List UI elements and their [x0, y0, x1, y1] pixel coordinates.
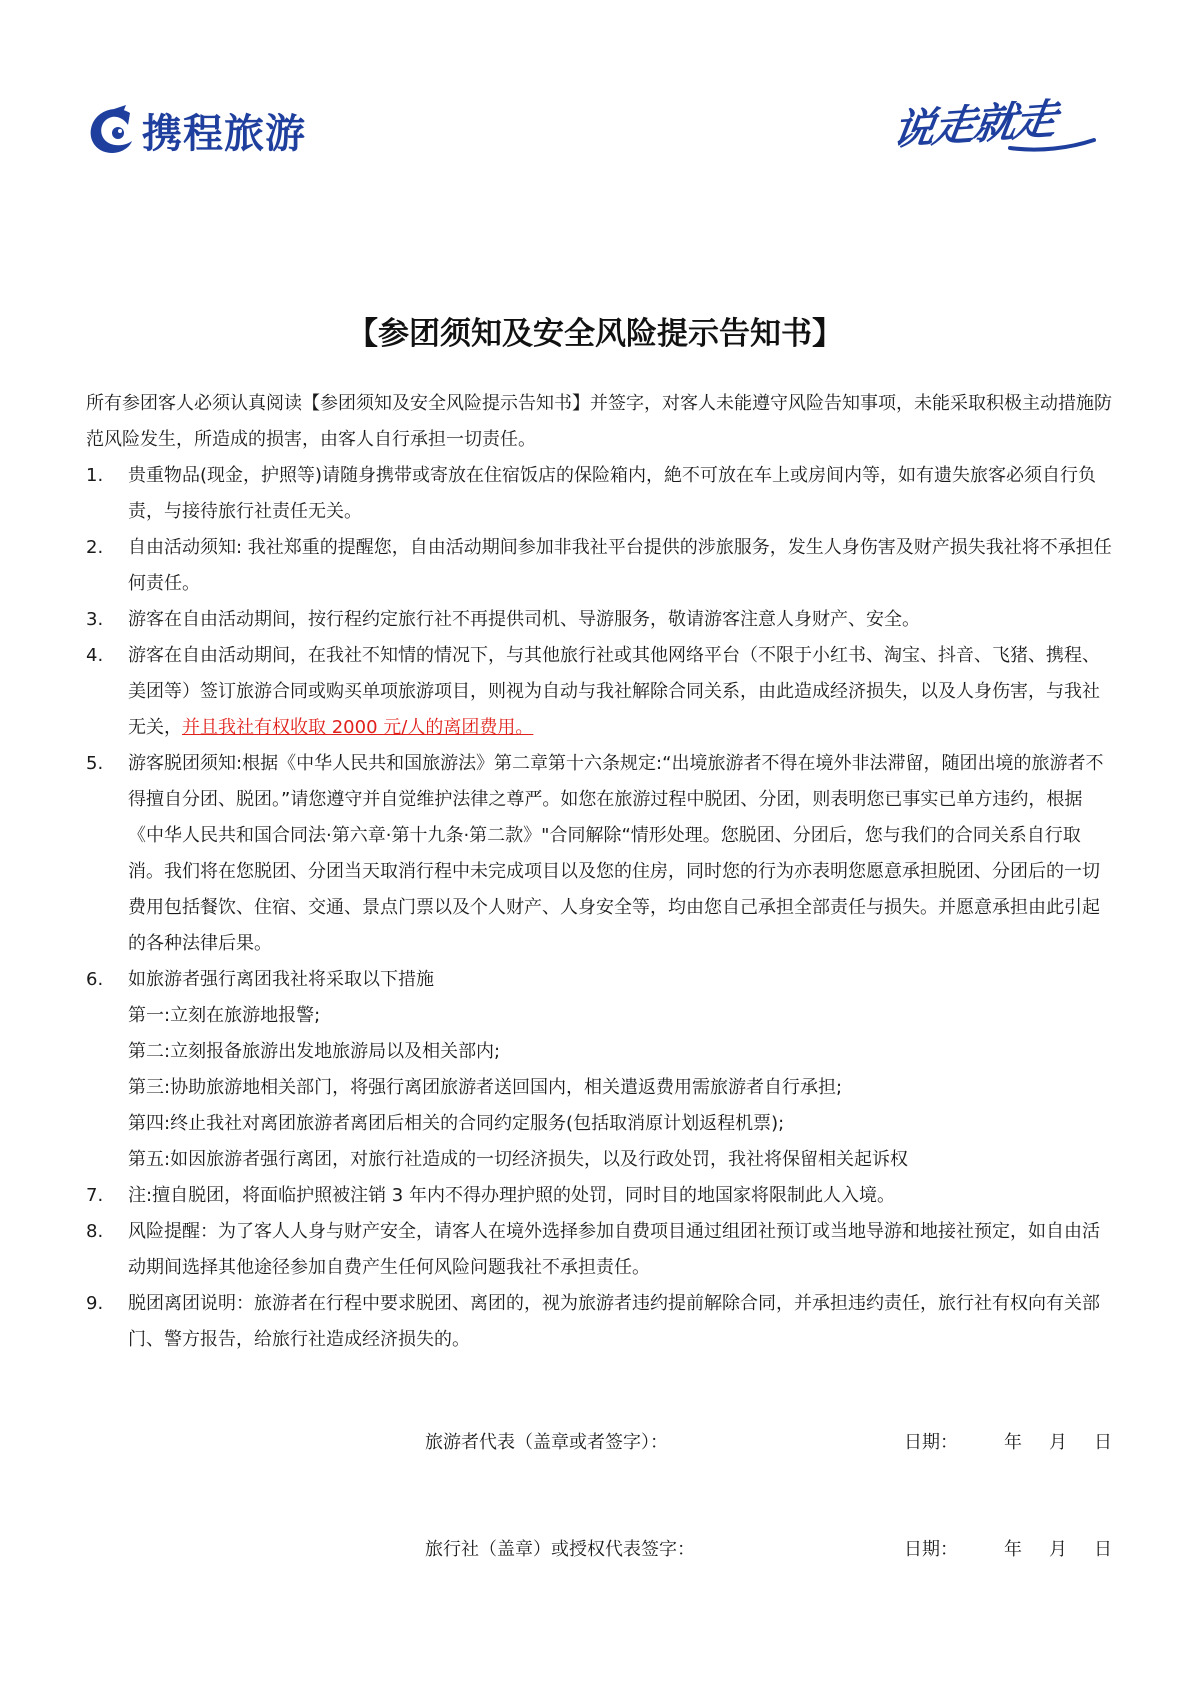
document-title: 【参团须知及安全风险提示告知书】 — [347, 316, 843, 352]
brand-logo — [84, 102, 306, 158]
notice-item-2 — [86, 530, 1114, 602]
departure-fee-notice: 并且我社有权收取 2000 元/人的离团费用。 — [182, 717, 534, 738]
notice-item-3 — [86, 602, 1114, 638]
item-text-wrapper — [128, 962, 1114, 1178]
item-text: 如旅游者强行离团我社将采取以下措施 — [128, 969, 434, 990]
intro-paragraph: 所有参团客人必须认真阅读【参团须知及安全风险提示告知书】并签字，对客人未能遵守风险告知事项，未能采取积极主动措施防范风险发生，所造成的损害，由客人自行承担一切责任。 — [86, 393, 1112, 450]
notice-item-9 — [86, 1286, 1114, 1358]
item-number: 4. — [86, 645, 104, 666]
item-number: 6. — [86, 969, 104, 990]
measure-5: 第五:如因旅游者强行离团，对旅行社造成的一切经济损失，以及行政处罚，我社将保留相关起诉权 — [128, 1149, 909, 1170]
day-label: 日 — [1094, 1432, 1112, 1453]
notice-item-4 — [86, 638, 1114, 746]
item-number: 7. — [86, 1185, 104, 1206]
slogan-text: 说走就走 — [889, 94, 1059, 155]
item-text: 风险提醒：为了客人人身与财产安全，请客人在境外选择参加自费项目通过组团社预订或当地导游和地接社预定，如自由活动期间选择其他途径参加自费产生任何风险问题我社不承担责任。 — [128, 1221, 1100, 1278]
item-text: 游客在自由活动期间，按行程约定旅行社不再提供司机、导游服务，敬请游客注意人身财产、安全。 — [128, 609, 920, 630]
measure-4: 第四:终止我社对离团旅游者离团后相关的合同约定服务(包括取消原计划返程机票); — [128, 1113, 785, 1134]
item-number: 9. — [86, 1293, 104, 1314]
month-label: 月 — [1049, 1539, 1067, 1560]
agency-signature-label: 旅行社（盖章）或授权代表签字： — [425, 1539, 695, 1560]
date-label: 日期： — [904, 1432, 958, 1453]
item-text: 游客脱团须知:根据《中华人民共和国旅游法》第二章第十六条规定:“出境旅游者不得在境外非法滞留，随团出境的旅游者不得擅自分团、脱团。”请您遵守并自觉维护法律之尊严。如您在旅游过程中脱团、分团，则表明您已事实已单方违约，根据 《中华人民共和国合同法·第六章·第十九条·第二款》"合同解除“情形处理。您脱团、分团后，您与我们的合同关系自行取消。我们将在您脱团、分团当天取消行程中未完成项目以及您的住房，同时您的行为亦表明您愿意承担脱团、分团后的一切费用包括餐饮、住宿、交通、景点门票以及个人财产、人身安全等，均由您自己承担全部责任与损失。并愿意承担由此引起的各种法律后果。 — [128, 753, 1104, 954]
notice-item-6 — [86, 962, 1114, 1178]
item-text: 脱团离团说明：旅游者在行程中要求脱团、离团的，视为旅游者违约提前解除合同，并承担违约责任，旅行社有权向有关部门、警方报告，给旅行社造成经济损失的。 — [128, 1293, 1100, 1350]
traveler-signature-label: 旅游者代表（盖章或者签字）： — [425, 1432, 668, 1453]
year-label: 年 — [1004, 1432, 1022, 1453]
measure-1: 第一:立刻在旅游地报警; — [128, 1005, 321, 1026]
notice-item-7 — [86, 1178, 1114, 1214]
day-label: 日 — [1094, 1539, 1112, 1560]
dolphin-icon — [84, 103, 138, 157]
item-number: 8. — [86, 1221, 104, 1242]
notice-item-8 — [86, 1214, 1114, 1286]
month-label: 月 — [1049, 1432, 1067, 1453]
item-text: 注:擅自脱团，将面临护照被注销 3 年内不得办理护照的处罚，同时目的地国家将限制此人入境。 — [128, 1185, 895, 1206]
measure-3: 第三:协助旅游地相关部门，将强行离团旅游者送回国内，相关遣返费用需旅游者自行承担; — [128, 1077, 843, 1098]
item-number: 5. — [86, 753, 104, 774]
date-label: 日期： — [904, 1539, 958, 1560]
brand-name: 携程旅游 — [142, 110, 306, 157]
document-body — [86, 386, 1114, 1358]
item-text: 游客在自由活动期间，在我社不知情的情况下，与其他旅行社或其他网络平台（不限于小红书、淘宝、抖音、飞猪、携程、美团等）签订旅游合同或购买单项旅游项目，则视为自动与我社解除合同关系，由此造成经济损失，以及人身伤害，与我社无关， — [128, 645, 1100, 738]
notice-list — [86, 458, 1114, 1358]
slogan-logo — [890, 82, 1100, 162]
item-number: 2. — [86, 537, 104, 558]
measure-2: 第二:立刻报备旅游出发地旅游局以及相关部内; — [128, 1041, 501, 1062]
item-text: 贵重物品(现金，护照等)请随身携带或寄放在住宿饭店的保险箱内，絶不可放在车上或房间内等，如有遗失旅客必须自行负责，与接待旅行社责任无关。 — [128, 465, 1097, 522]
item-text-wrapper — [128, 638, 1114, 746]
item-number: 3. — [86, 609, 104, 630]
item-text: 自由活动须知: 我社郑重的提醒您，自由活动期间参加非我社平台提供的涉旅服务，发生人身伤害及财产损失我社将不承担任何责任。 — [128, 537, 1112, 594]
notice-item-5 — [86, 746, 1114, 962]
notice-item-1 — [86, 458, 1114, 530]
year-label: 年 — [1004, 1539, 1022, 1560]
item-number: 1. — [86, 465, 104, 486]
